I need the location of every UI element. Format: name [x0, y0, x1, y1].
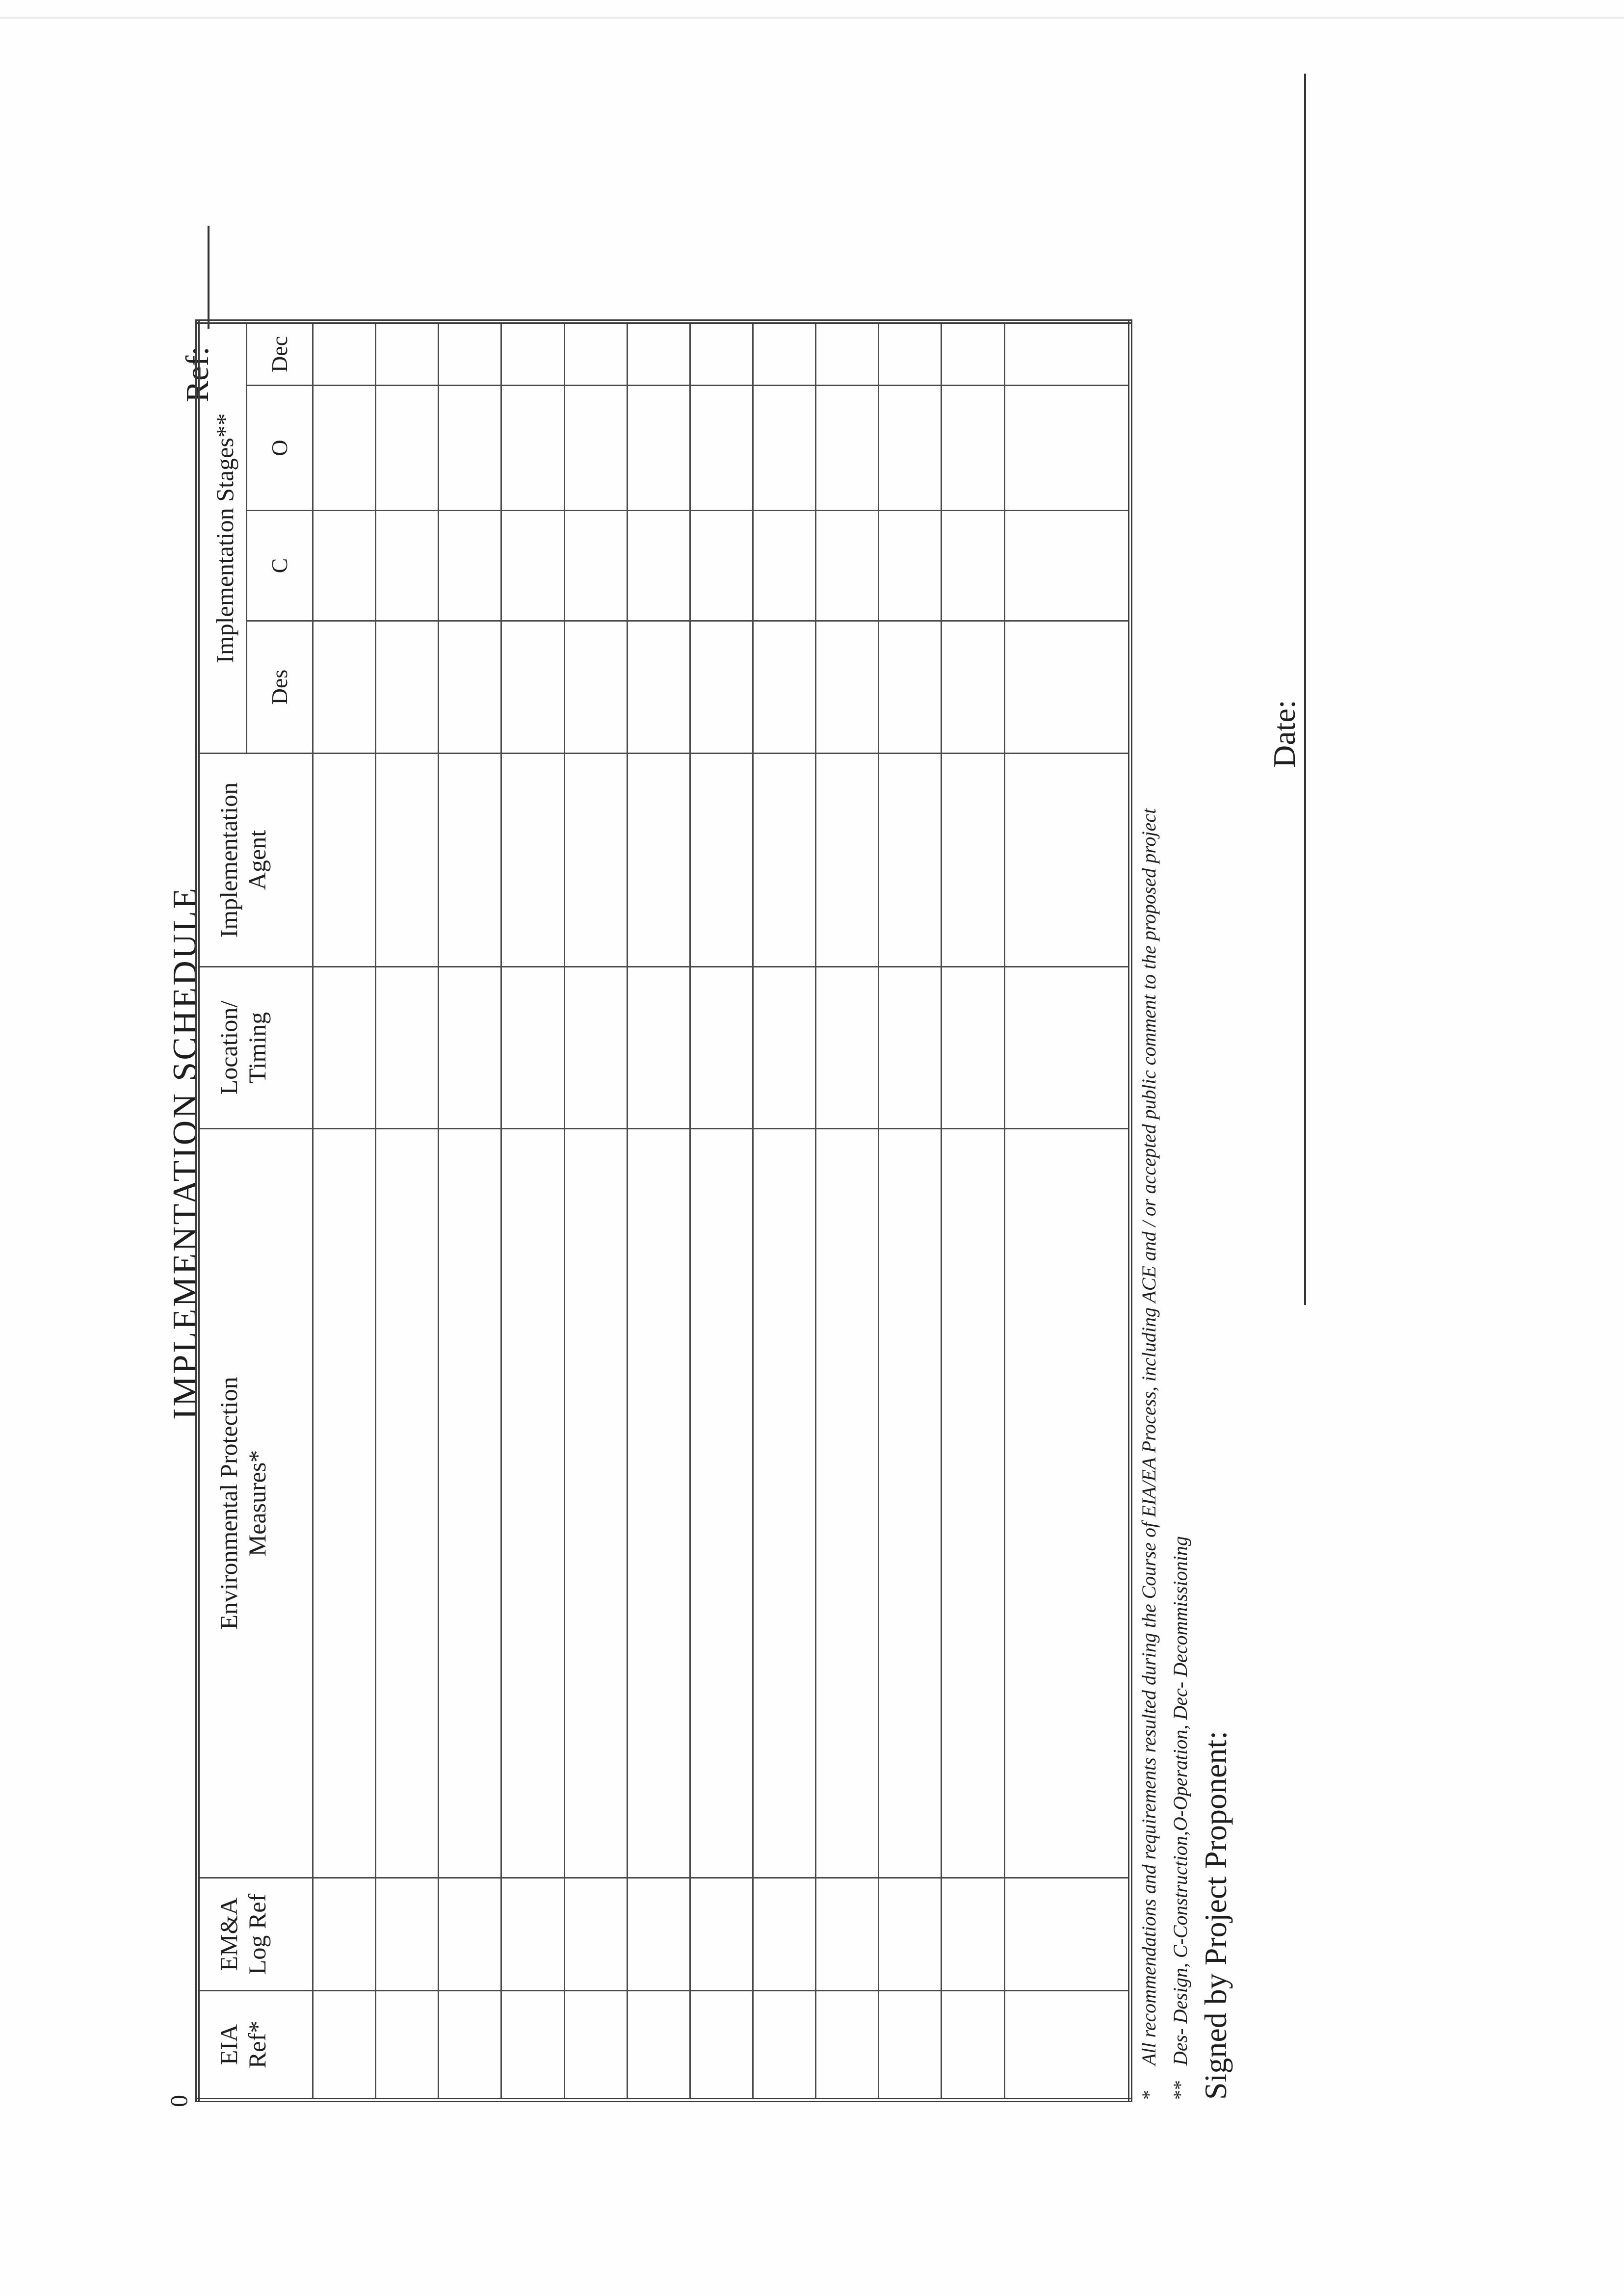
- header-implementation-stages: Implementation Stages**: [198, 322, 247, 754]
- empty-cell[interactable]: [1004, 386, 1130, 511]
- empty-cell[interactable]: [501, 754, 564, 967]
- table-row: [376, 322, 439, 2100]
- empty-cell[interactable]: [439, 1129, 501, 1878]
- empty-cell[interactable]: [439, 967, 501, 1129]
- empty-cell[interactable]: [313, 967, 376, 1129]
- header-environmental-protection-measures: Environmental Protection Measures*: [198, 1129, 313, 1878]
- empty-cell[interactable]: [816, 511, 879, 621]
- header-emna-log-ref: EM&A Log Ref: [198, 1878, 313, 1991]
- empty-cell[interactable]: [627, 754, 690, 967]
- header-implementation-agent: Implementation Agent: [198, 754, 313, 967]
- empty-cell[interactable]: [690, 967, 753, 1129]
- footnote-text: Des- Design, C-Construction,O-Operation, Dec- Decommissioning: [1169, 1536, 1191, 2065]
- signed-by-label: Signed by Project Proponent:: [1198, 1731, 1233, 2100]
- date-label: Date:: [1267, 700, 1302, 768]
- empty-cell[interactable]: [313, 511, 376, 621]
- date-line: [1304, 74, 1306, 648]
- header-location-timing: Location/ Timing: [198, 967, 313, 1129]
- ref-label: Ref:: [180, 346, 215, 402]
- empty-cell[interactable]: [313, 1878, 376, 1991]
- empty-cell[interactable]: [690, 754, 753, 967]
- empty-cell[interactable]: [1004, 1129, 1130, 1878]
- empty-cell[interactable]: [439, 322, 501, 386]
- empty-cell[interactable]: [942, 1991, 1004, 2100]
- empty-cell[interactable]: [690, 322, 753, 386]
- table-row: [313, 322, 376, 2100]
- empty-cell[interactable]: [1004, 1991, 1130, 2100]
- table-row: [879, 322, 942, 2100]
- empty-cell[interactable]: [376, 1991, 439, 2100]
- empty-cell[interactable]: [879, 967, 942, 1129]
- empty-cell[interactable]: [1004, 322, 1130, 386]
- schedule-body: [313, 322, 1130, 2100]
- header-eia-ref: EIA Ref*: [198, 1991, 313, 2100]
- empty-cell[interactable]: [564, 1991, 627, 2100]
- empty-cell[interactable]: [501, 1878, 564, 1991]
- empty-cell[interactable]: [313, 1991, 376, 2100]
- footnote: [1133, 309, 1165, 2100]
- empty-cell[interactable]: [879, 322, 942, 386]
- empty-cell[interactable]: [942, 1129, 1004, 1878]
- empty-cell[interactable]: [753, 322, 815, 386]
- empty-cell[interactable]: [627, 1878, 690, 1991]
- empty-cell[interactable]: [501, 511, 564, 621]
- empty-cell[interactable]: [439, 1991, 501, 2100]
- empty-cell[interactable]: [753, 386, 815, 511]
- empty-cell[interactable]: [753, 511, 815, 621]
- empty-cell[interactable]: [439, 1878, 501, 1991]
- empty-cell[interactable]: [564, 1878, 627, 1991]
- empty-cell[interactable]: [313, 1129, 376, 1878]
- empty-cell[interactable]: [1004, 967, 1130, 1129]
- empty-cell[interactable]: [627, 621, 690, 754]
- header-stage-dec: Dec: [247, 322, 313, 386]
- empty-cell[interactable]: [690, 1129, 753, 1878]
- empty-cell[interactable]: [690, 621, 753, 754]
- empty-cell[interactable]: [942, 386, 1004, 511]
- empty-cell[interactable]: [816, 621, 879, 754]
- footnote-mark: *: [1138, 2090, 1160, 2100]
- empty-cell[interactable]: [690, 511, 753, 621]
- empty-cell[interactable]: [501, 386, 564, 511]
- table-row: [501, 322, 564, 2100]
- empty-cell[interactable]: [816, 1991, 879, 2100]
- empty-cell[interactable]: [564, 967, 627, 1129]
- empty-cell[interactable]: [313, 754, 376, 967]
- empty-cell[interactable]: [564, 754, 627, 967]
- empty-cell[interactable]: [376, 386, 439, 511]
- empty-cell[interactable]: [313, 386, 376, 511]
- empty-cell[interactable]: [816, 1129, 879, 1878]
- footnotes: [1133, 309, 1196, 2100]
- header-stage-o: O: [247, 386, 313, 511]
- empty-cell[interactable]: [879, 386, 942, 511]
- empty-cell[interactable]: [376, 621, 439, 754]
- empty-cell[interactable]: [501, 621, 564, 754]
- table-row: [439, 322, 501, 2100]
- table-row: [753, 322, 815, 2100]
- empty-cell[interactable]: [564, 1129, 627, 1878]
- empty-cell[interactable]: [753, 754, 815, 967]
- footnote-mark: **: [1169, 2080, 1191, 2100]
- empty-cell[interactable]: [439, 386, 501, 511]
- empty-cell[interactable]: [1004, 1878, 1130, 1991]
- empty-cell[interactable]: [879, 621, 942, 754]
- footnote-text: All recommendations and requirements resulted during the Course of EIA/EA Process, including ACE and / or accepted public comment to the proposed project: [1138, 808, 1160, 2065]
- empty-cell[interactable]: [816, 1878, 879, 1991]
- empty-cell[interactable]: [501, 1129, 564, 1878]
- table-row: [942, 322, 1004, 2100]
- document-title: IMPLEMENTATION SCHEDULE: [166, 886, 204, 1420]
- empty-cell[interactable]: [879, 1129, 942, 1878]
- empty-cell[interactable]: [879, 1991, 942, 2100]
- empty-cell[interactable]: [816, 754, 879, 967]
- empty-cell[interactable]: [627, 967, 690, 1129]
- empty-cell[interactable]: [627, 1991, 690, 2100]
- empty-cell[interactable]: [942, 754, 1004, 967]
- empty-cell[interactable]: [942, 621, 1004, 754]
- empty-cell[interactable]: [690, 1991, 753, 2100]
- header-stage-des: Des: [247, 621, 313, 754]
- empty-cell[interactable]: [627, 511, 690, 621]
- empty-cell[interactable]: [439, 754, 501, 967]
- empty-cell[interactable]: [753, 967, 815, 1129]
- table-row: [690, 322, 753, 2100]
- empty-cell[interactable]: [376, 322, 439, 386]
- empty-cell[interactable]: [879, 754, 942, 967]
- page-number: 0: [165, 2095, 192, 2107]
- ref-blank-line: [208, 226, 210, 329]
- empty-cell[interactable]: [376, 1878, 439, 1991]
- table-row: [1004, 322, 1130, 2100]
- empty-cell[interactable]: [313, 322, 376, 386]
- empty-cell[interactable]: [627, 322, 690, 386]
- table-row: [564, 322, 627, 2100]
- empty-cell[interactable]: [627, 1129, 690, 1878]
- empty-cell[interactable]: [313, 621, 376, 754]
- empty-cell[interactable]: [501, 1991, 564, 2100]
- empty-cell[interactable]: [376, 1129, 439, 1878]
- empty-cell[interactable]: [879, 1878, 942, 1991]
- empty-cell[interactable]: [439, 511, 501, 621]
- empty-cell[interactable]: [1004, 621, 1130, 754]
- empty-cell[interactable]: [564, 386, 627, 511]
- footnote: [1165, 309, 1196, 2100]
- table-row: [627, 322, 690, 2100]
- empty-cell[interactable]: [564, 511, 627, 621]
- implementation-schedule-table: [195, 319, 1132, 2102]
- empty-cell[interactable]: [942, 1878, 1004, 1991]
- empty-cell[interactable]: [376, 754, 439, 967]
- empty-cell[interactable]: [942, 511, 1004, 621]
- empty-cell[interactable]: [1004, 511, 1130, 621]
- empty-cell[interactable]: [564, 621, 627, 754]
- header-stage-c: C: [247, 511, 313, 621]
- empty-cell[interactable]: [690, 1878, 753, 1991]
- empty-cell[interactable]: [564, 322, 627, 386]
- empty-cell[interactable]: [753, 1878, 815, 1991]
- empty-cell[interactable]: [816, 386, 879, 511]
- empty-cell[interactable]: [753, 1991, 815, 2100]
- empty-cell[interactable]: [753, 621, 815, 754]
- empty-cell[interactable]: [879, 511, 942, 621]
- table-row: [816, 322, 879, 2100]
- empty-cell[interactable]: [376, 967, 439, 1129]
- empty-cell[interactable]: [816, 967, 879, 1129]
- empty-cell[interactable]: [501, 322, 564, 386]
- empty-cell[interactable]: [627, 386, 690, 511]
- empty-cell[interactable]: [501, 967, 564, 1129]
- empty-cell[interactable]: [1004, 754, 1130, 967]
- empty-cell[interactable]: [816, 322, 879, 386]
- empty-cell[interactable]: [942, 322, 1004, 386]
- empty-cell[interactable]: [942, 967, 1004, 1129]
- empty-cell[interactable]: [439, 621, 501, 754]
- empty-cell[interactable]: [753, 1129, 815, 1878]
- empty-cell[interactable]: [376, 511, 439, 621]
- empty-cell[interactable]: [690, 386, 753, 511]
